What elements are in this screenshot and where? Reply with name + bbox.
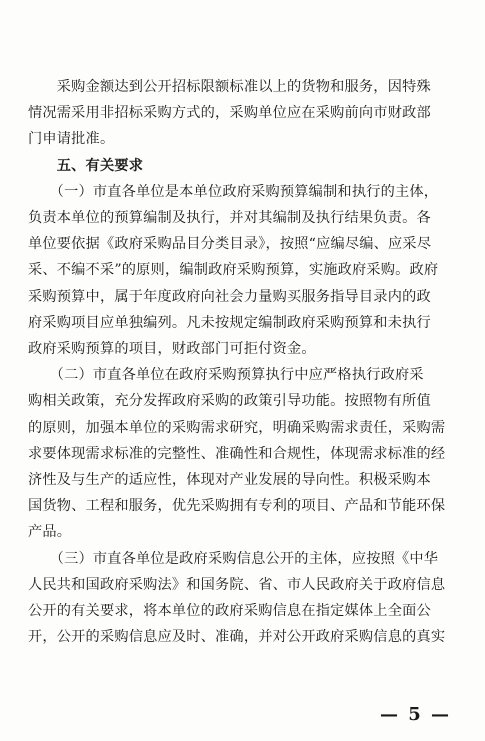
text-line: 情况需采用非招标采购方式的，采购单位应在采购前向市财政部 [28,105,431,122]
text-line: （一）市直各单位是本单位政府采购预算编制和执行的主体， [28,183,439,200]
text-line: 求要体现需求标准的完整性、准确性和合规性，体现需求标准的经 [28,445,446,462]
text-line: 的原则，加强本单位的采购需求研究，明确采购需求责任，采购需 [28,419,446,436]
text-line: （三）市直各单位是政府采购信息公开的主体，应按照《中华 [28,550,439,567]
text-line: 采购预算中，属于年度政府向社会力量购买服务指导目录内的政 [28,288,431,305]
text-line: 开，公开的采购信息应及时、准确，并对公开政府采购信息的真实 [28,629,446,646]
text-line: 购相关政策，充分发挥政府采购的政策引导功能。按照物有所值 [28,393,431,410]
text-line: （二）市直各单位在政府采购预算执行中应严格执行政府采 [28,367,424,384]
document-body [28,74,460,650]
section-heading: 五、有关要求 [28,157,144,174]
text-line: 门申请批准。 [28,131,115,148]
text-line: 府采购项目应单独编列。凡未按规定编制政府采购预算和未执行 [28,314,431,331]
text-line: 采、不编不采”的原则，编制政府采购预算，实施政府采购。政府 [28,262,439,279]
text-line: 产品。 [28,524,72,541]
text-line: 单位要依据《政府采购品目分类目录》，按照“应编尽编、应采尽 [28,236,432,253]
page-number: — 5 — [379,704,451,725]
text-line: 公开的有关要求，将本单位的政府采购信息在指定媒体上全面公 [28,603,431,620]
text-line: 采购金额达到公开招标限额标准以上的货物和服务，因特殊 [28,79,431,95]
text-line: 国货物、工程和服务，优先采购拥有专利的项目、产品和节能环保 [28,498,446,515]
text-line: 济性及与生产的适应性，体现对产业发展的导向性。积极采购本 [28,472,431,489]
text-line: 负责本单位的预算编制及执行，并对其编制及执行结果负责。各 [28,210,431,227]
text-line: 政府采购预算的项目，财政部门可拒付资金。 [28,341,316,358]
text-line: 人民共和国政府采购法》和国务院、省、市人民政府关于政府信息 [28,576,446,593]
